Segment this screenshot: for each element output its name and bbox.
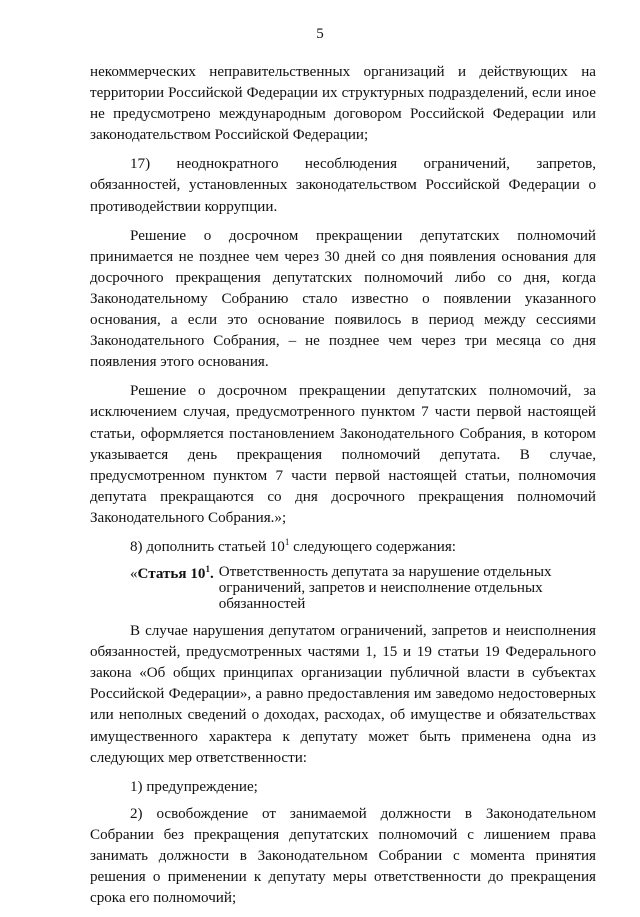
article-open-quote: «: [130, 566, 138, 583]
paragraph-item-8: [90, 537, 596, 558]
paragraph-item-17: 17) неоднократного несоблюдения ограничений, запретов, обязанностей, установленных законодательством Российской Федерации о противодействии коррупции.: [90, 156, 596, 215]
article-label: [130, 564, 219, 585]
article-heading: [90, 564, 596, 612]
paragraph-measure-1: 1) предупреждение;: [130, 778, 258, 795]
item-8-superscript: 1: [284, 536, 290, 547]
document-body: [90, 62, 596, 917]
paragraph-continuation: некоммерческих неправительственных организаций и действующих на территории Российской Федерации их структурных подразделений, если иное не предусмотрено международным договором Российской Федерации или законодательством Российской Федерации;: [90, 64, 596, 144]
article-dot: .: [209, 566, 214, 583]
article-superscript: 1: [205, 564, 210, 575]
article-number: Статья 10: [137, 566, 206, 583]
paragraph-decision-timing: Решение о досрочном прекращении депутатских полномочий принимается не позднее чем через 30 дней со дня появления основания для досрочного прекращения депутатских полномочий либо со дня, когда Законодательному Собранию стало известно о появлении указанного основания, а если это основание появилось в период между сессиями Законодательного Собрания, – не позднее чем через три месяца со дня появления этого основания.: [90, 227, 596, 371]
paragraph-responsibility: В случае нарушения депутатом ограничений, запретов и неисполнения обязанностей, предусмотренных частями 1, 15 и 19 статьи 19 Федерального закона «Об общих принципах организации публичной власти в субъектах Российской Федерации», а равно предоставления им заведомо недостоверных или неполных сведений о доходах, расходах, об имуществе и обязательствах имущественного характера к депутату может быть применена одна из следующих мер ответственности:: [90, 623, 596, 766]
page-number: 5: [316, 26, 324, 42]
paragraph-decision-form: Решение о досрочном прекращении депутатских полномочий, за исключением случая, предусмотренного пунктом 7 части первой настоящей статьи, оформляется постановлением Законодательного Собрания, в котором указывается день прекращения полномочий депутата. В случае, предусмотренном пунктом 7 части первой настоящей статьи, полномочия депутата прекращаются со дня досрочного прекращения полномочий Законодательного Собрания.»;: [90, 383, 596, 526]
item-8-text-start: 8) дополнить статьей 10: [130, 538, 285, 555]
item-8-text-end: следующего содержания:: [289, 538, 456, 555]
article-title: Ответственность депутата за нарушение отдельных ограничений, запретов и неисполнение отдельных обязанностей: [218, 564, 552, 613]
paragraph-measure-2: 2) освобождение от занимаемой должности в Законодательном Собрании без прекращения депутатских полномочий с лишением права занимать должности в Законодательном Собрании с момента принятия решения о применении к депутату меры ответственности до прекращения срока его полномочий;: [90, 805, 596, 907]
